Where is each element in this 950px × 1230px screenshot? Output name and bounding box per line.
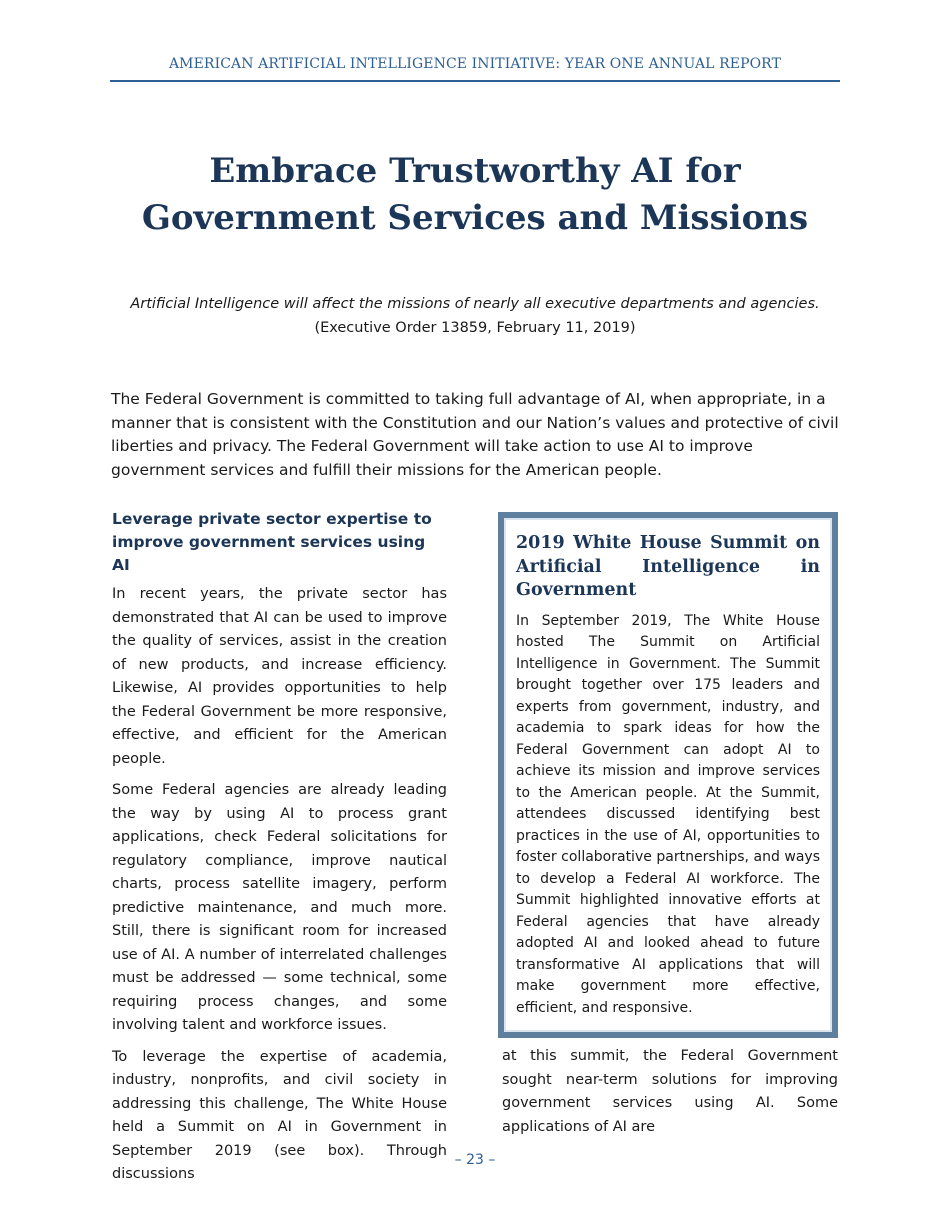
- page-number: – 23 –: [454, 1152, 496, 1168]
- body-paragraph-3: To leverage the expertise of academia, industry, nonprofits, and civil society in addressing this challenge, The White House held a Summit on AI in Government in September 2019 (see box). Through discussions: [112, 1048, 447, 1182]
- summit-box-title: 2019 White House Summit on Artificial Intelligence in Government: [516, 533, 820, 600]
- epigraph-quote: Artificial Intelligence will affect the missions of nearly all executive departments and agencies.: [130, 296, 820, 312]
- body-paragraph-1: In recent years, the private sector has demonstrated that AI can be used to improve the quality of services, assist in the creation of new products, and increase efficiency. Likewise, AI provides opportunities to help the Federal Government be more responsive, effective, and efficient for the American people.: [112, 586, 447, 767]
- summit-box-content: [504, 518, 832, 1032]
- left-column: [112, 508, 447, 1195]
- intro-paragraph: The Federal Government is committed to taking full advantage of AI, when appropriate, in a manner that is consistent with the Constitution and our Nation’s values and protective of civil liberties and privacy. The Federal Government will take action to use AI to improve government services and fulfill their missions for the American people.: [111, 390, 839, 479]
- title-line-2: Government Services and Missions: [141, 198, 809, 238]
- epigraph: [110, 292, 840, 340]
- title-line-1: Embrace Trustworthy AI for: [209, 151, 741, 191]
- body-paragraph-2: Some Federal agencies are already leading the way by using AI to process grant applications, check Federal solicitations for regulatory compliance, improve nautical charts, process satellite imagery, perform predictive maintenance, and much more. Still, there is significant room for increased use of AI. A number of interrelated challenges must be addressed — some technical, some requiring process changes, and some involving talent and workforce issues.: [112, 782, 447, 1033]
- right-column-continuation: at this summit, the Federal Government sought near-term solutions for improving government services using AI. Some applications of AI are: [502, 1048, 838, 1135]
- page-title: [110, 148, 840, 242]
- epigraph-citation: (Executive Order 13859, February 11, 2019): [314, 320, 636, 336]
- section-heading: Leverage private sector expertise to improve government services using AI: [112, 510, 432, 574]
- summit-box-body: In September 2019, The White House hosted The Summit on Artificial Intelligence in Government. The Summit brought together over 175 leaders and experts from government, industry, and academia to spark ideas for how the Federal Government can adopt AI to achieve its mission and improve services to the American people. At the Summit, attendees discussed identifying best practices in the use of AI, opportunities to foster collaborative partnerships, and ways to develop a Federal AI workforce. The Summit highlighted innovative efforts at Federal agencies that have already adopted AI and looked ahead to future transformative AI applications that will make government more effective, efficient, and responsive.: [516, 612, 820, 1016]
- header-divider: [110, 80, 840, 82]
- summit-sidebar-box: [498, 512, 838, 1038]
- running-header: AMERICAN ARTIFICIAL INTELLIGENCE INITIATIVE: YEAR ONE ANNUAL REPORT: [168, 56, 782, 72]
